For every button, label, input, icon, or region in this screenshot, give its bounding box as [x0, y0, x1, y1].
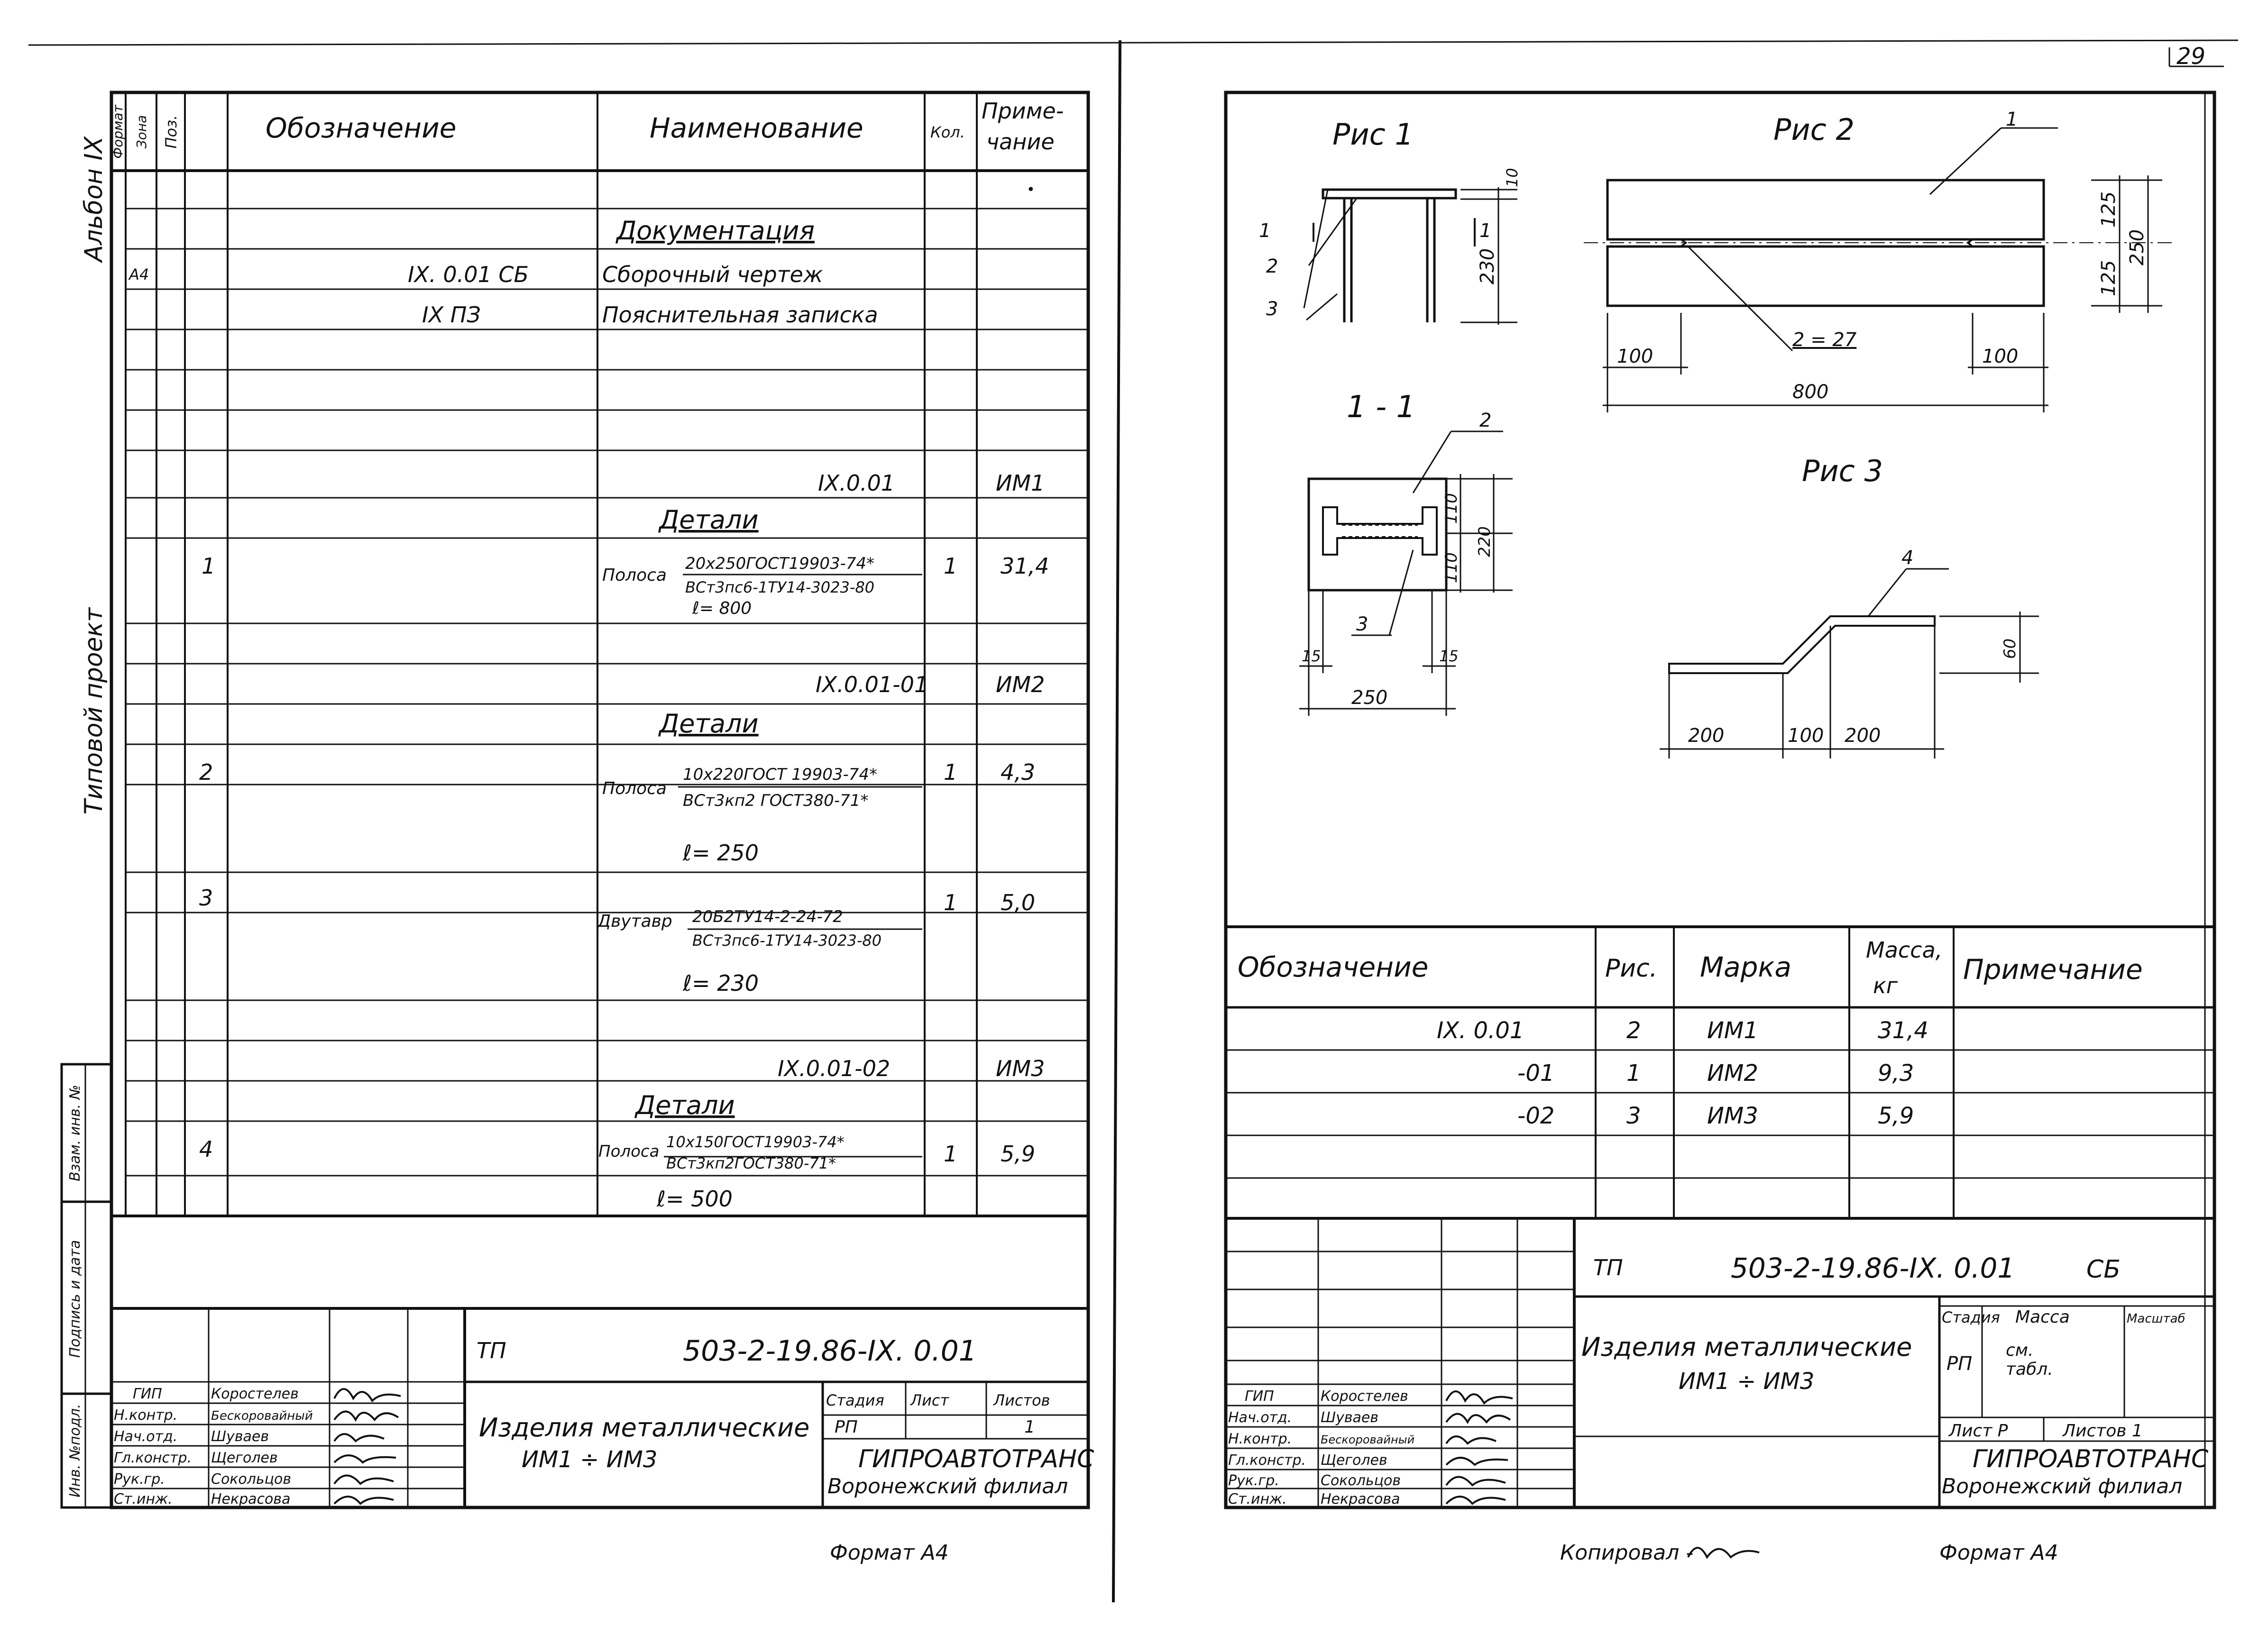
section-1-1-drawing	[1299, 431, 1513, 716]
group4-pos: 4	[199, 1136, 213, 1162]
section-dim-15-right: 15	[1439, 647, 1459, 665]
right-stamp-stage-label: Стадия	[1942, 1308, 2000, 1326]
album-label: Альбон IX	[80, 136, 108, 262]
right-name-5: Сокольцов	[1321, 1472, 1401, 1489]
col-pos: Поз.	[162, 115, 180, 149]
doc1-designation: IX. 0.01 СБ	[408, 262, 529, 287]
left-role-gip: ГИП	[133, 1386, 162, 1402]
group4-spec-top: 10х150ГОСТ19903-74*	[666, 1133, 845, 1151]
group2-name: Полоса	[602, 779, 667, 798]
group1-pos: 1	[202, 553, 216, 579]
group4-name: Полоса	[598, 1142, 660, 1161]
right-role-rukgr: Рук.гр.	[1228, 1472, 1279, 1489]
mark-row3-fig: 3	[1626, 1103, 1641, 1129]
left-stamp-sheets-label: Листов	[993, 1391, 1050, 1409]
left-spec-body	[128, 216, 1049, 1212]
left-side-strip	[67, 136, 108, 1498]
fig2-gap-label: 2 = 27	[1792, 329, 1857, 351]
group4-code: IX.0.01-02	[778, 1056, 891, 1081]
fig1-dim-230: 230	[1477, 248, 1498, 284]
left-spec-header	[110, 98, 1064, 198]
fig1-section-mark-right: 1	[1479, 220, 1492, 242]
mark-row1-designation: IX. 0.01	[1437, 1017, 1524, 1044]
group1-details: Детали	[659, 505, 759, 535]
left-format-note: Формат А4	[830, 1541, 949, 1565]
group4-details: Детали	[635, 1090, 735, 1120]
right-role-nkontr: Н.контр.	[1228, 1431, 1292, 1447]
left-stamp-code: 503-2-19.86-IX. 0.01	[683, 1334, 977, 1368]
right-stamp-code: 503-2-19.86-IX. 0.01	[1731, 1252, 2015, 1284]
left-stamp-stage-label: Стадия	[826, 1391, 884, 1409]
mark-col-designation: Обозначение	[1238, 951, 1429, 983]
section-dim-250: 250	[1351, 687, 1388, 709]
mark-row1-mass: 31,4	[1878, 1017, 1928, 1044]
left-title-block	[114, 1334, 1094, 1507]
left-name-3: Шуваев	[211, 1428, 269, 1445]
fig3-dim-200-right: 200	[1845, 725, 1881, 747]
group2-spec-top: 10х220ГОСТ 19903-74*	[683, 765, 877, 784]
right-name-3: Бескоровайный	[1321, 1433, 1415, 1446]
left-role-stinzh: Ст.инж.	[114, 1491, 173, 1507]
fig1-labels	[1259, 117, 1521, 320]
fig1-leader-2: 2	[1266, 256, 1278, 277]
right-stamp-tp: ТП	[1593, 1255, 1623, 1280]
fig2-drawing	[1584, 128, 2172, 412]
right-stamp-title-1: Изделия металлические	[1581, 1332, 1912, 1362]
mark-row2-fig: 1	[1626, 1060, 1641, 1087]
right-stamp-mass-1: см.	[2006, 1341, 2034, 1360]
col-note-1: Приме-	[982, 98, 1064, 124]
section-dim-220: 220	[1475, 526, 1494, 557]
mark-row3-designation: -02	[1517, 1103, 1555, 1129]
section-dim-110-top: 110	[1442, 493, 1461, 524]
side-field-sign: Подпись и дата	[67, 1240, 83, 1358]
fig1-section-mark-left: 1	[1259, 220, 1271, 242]
group2-length: ℓ= 250	[683, 840, 759, 866]
left-stamp-title-2: ИМ1 ÷ ИМ3	[522, 1446, 658, 1473]
copied-by-signature	[1688, 1548, 1759, 1557]
right-stamp-org-2: Воронежский филиал	[1942, 1474, 2183, 1498]
fig3-dim-200-left: 200	[1688, 725, 1725, 747]
fig2-title: Рис 2	[1773, 112, 1855, 147]
right-role-glkonstr: Гл.констр.	[1228, 1452, 1306, 1469]
left-name-4: Щеголев	[211, 1450, 278, 1466]
right-format-note: Формат А4	[1939, 1541, 2058, 1565]
group4-length: ℓ= 500	[657, 1186, 733, 1212]
section-1-1-title: 1 - 1	[1347, 390, 1416, 425]
right-stamp-sheets-label: Листов 1	[2063, 1421, 2143, 1441]
left-name-2: Бескоровайный	[211, 1409, 313, 1423]
fig3-leader-4: 4	[1901, 547, 1914, 569]
group3-name: Двутавр	[597, 912, 672, 931]
mark-row2-mark: ИМ2	[1707, 1060, 1758, 1087]
group1-mass: 31,4	[1001, 553, 1049, 579]
note-dot: •	[1027, 182, 1035, 198]
right-name-2: Шуваев	[1321, 1409, 1379, 1426]
group2-spec-bottom: ВСт3кп2 ГОСТ380-71*	[683, 791, 869, 810]
mark-col-mass-2: кг	[1873, 973, 1898, 998]
left-role-nkontr: Н.контр.	[114, 1407, 178, 1424]
group3-qty: 1	[944, 890, 958, 915]
left-stamp-sheet-label: Лист	[910, 1391, 949, 1409]
mark-row2-designation: -01	[1517, 1060, 1555, 1087]
doc1-name: Сборочный чертеж	[602, 262, 823, 287]
left-role-rukgr: Рук.гр.	[114, 1471, 165, 1488]
group2-details: Детали	[659, 709, 759, 739]
group3-length: ℓ= 230	[683, 970, 759, 996]
mark-row2-mass: 9,3	[1878, 1060, 1914, 1087]
mark-row1-fig: 2	[1626, 1017, 1641, 1044]
mark-col-mark: Марка	[1700, 951, 1791, 983]
right-name-6: Некрасова	[1321, 1491, 1400, 1507]
right-stamp-stage: РП	[1947, 1353, 1973, 1375]
section-dim-110-bottom: 110	[1442, 552, 1461, 583]
col-qty: Кол.	[930, 123, 965, 141]
left-name-6: Некрасова	[211, 1491, 291, 1507]
right-stamp-scale-label: Масштаб	[2127, 1312, 2185, 1326]
left-role-nachotd: Нач.отд.	[114, 1428, 178, 1445]
right-stamp-org-1: ГИПРОАВТОТРАНС	[1973, 1445, 2209, 1473]
fig2-dim-100-right: 100	[1982, 346, 2019, 367]
left-stamp-stage: РП	[835, 1417, 858, 1437]
section-leader-2: 2	[1479, 410, 1492, 431]
group2-mark: ИМ2	[996, 672, 1045, 697]
copied-by-label: Копировал -	[1560, 1541, 1694, 1565]
left-stamp-title-1: Изделия металлические	[479, 1413, 810, 1443]
group2-mass: 4,3	[1001, 759, 1036, 785]
right-role-gip: ГИП	[1245, 1388, 1274, 1405]
doc2-name: Пояснительная записка	[602, 302, 878, 328]
fig3-title: Рис 3	[1802, 454, 1883, 488]
fig1-title: Рис 1	[1332, 117, 1414, 152]
section-1-1-labels	[1302, 390, 1494, 709]
left-stamp-tp: ТП	[477, 1338, 506, 1363]
left-stamp-org-2: Воронежский филиал	[827, 1474, 1068, 1498]
group4-qty: 1	[944, 1141, 958, 1167]
group4-spec-bottom: ВСт3кп2ГОСТ380-71*	[666, 1154, 836, 1172]
right-stamp-suffix: СБ	[2086, 1255, 2121, 1284]
section-dim-15-left: 15	[1302, 647, 1321, 665]
right-stamp-mass-label: Масса	[2015, 1307, 2070, 1327]
fig1-leader-3: 3	[1266, 298, 1278, 320]
left-role-glkonstr: Гл.констр.	[114, 1450, 192, 1466]
group3-spec-top: 20Б2ТУ14-2-24-72	[692, 907, 843, 926]
page-number: 29	[2176, 43, 2206, 70]
mark-col-mass-1: Масса,	[1866, 937, 1943, 963]
right-stamp-sheet-label: Лист Р	[1949, 1421, 2008, 1441]
group3-mass: 5,0	[1001, 890, 1036, 915]
fig2-dim-100-left: 100	[1617, 346, 1653, 367]
col-zone: Зона	[134, 115, 149, 149]
left-name-1: Коростелев	[211, 1386, 299, 1402]
fig3-dim-60: 60	[2001, 638, 2020, 659]
right-name-4: Щеголев	[1321, 1452, 1387, 1469]
mark-table	[1238, 937, 2143, 1129]
right-stamp-mass-2: табл.	[2006, 1360, 2053, 1379]
group1-spec-bottom: ВСт3пс6-1ТУ14-3023-80	[685, 578, 875, 596]
group3-spec-bottom: ВСт3пс6-1ТУ14-3023-80	[692, 932, 882, 950]
group2-code: IX.0.01-01	[816, 672, 928, 697]
fig2-dim-250: 250	[2126, 229, 2148, 265]
side-field-repl: Взам. инв. №	[67, 1085, 83, 1181]
group1-qty: 1	[944, 553, 958, 579]
right-role-stinzh: Ст.инж.	[1228, 1491, 1287, 1507]
right-name-1: Коростелев	[1321, 1388, 1408, 1405]
mark-row3-mark: ИМ3	[1707, 1103, 1758, 1129]
col-designation: Обозначение	[266, 112, 457, 144]
fig2-dim-125-bottom: 125	[2098, 260, 2120, 296]
fig3-labels	[1688, 454, 2020, 747]
group4-mark: ИМ3	[996, 1056, 1045, 1081]
right-role-nachotd: Нач.отд.	[1228, 1409, 1292, 1426]
side-field-inv: Инв. №подл.	[67, 1404, 83, 1498]
fig2-dim-800: 800	[1792, 381, 1829, 403]
fig3-dim-100: 100	[1788, 725, 1824, 747]
right-stamp-title-2: ИМ1 ÷ ИМ3	[1679, 1368, 1815, 1395]
group3-pos: 3	[199, 885, 213, 911]
fig2-leader-1: 1	[2006, 109, 2018, 130]
group2-pos: 2	[199, 759, 213, 785]
doc-format: А4	[129, 265, 149, 283]
mark-col-fig: Рис.	[1605, 954, 1658, 983]
col-format: Формат	[110, 105, 126, 159]
mark-row3-mass: 5,9	[1878, 1103, 1914, 1129]
group1-length: ℓ= 800	[692, 599, 752, 618]
fig2-dim-125-top: 125	[2098, 191, 2120, 228]
group1-mark: ИМ1	[996, 470, 1045, 496]
doc2-designation: IX ПЗ	[422, 302, 481, 328]
mark-row1-mark: ИМ1	[1707, 1017, 1758, 1044]
group1-spec-top: 20х250ГОСТ19903-74*	[685, 554, 875, 573]
left-stamp-sheets: 1	[1024, 1417, 1035, 1437]
group1-code: IX.0.01	[818, 470, 895, 496]
documentation-title: Документация	[616, 216, 815, 246]
group2-qty: 1	[944, 759, 958, 785]
group4-mass: 5,9	[1001, 1141, 1036, 1167]
left-name-5: Сокольцов	[211, 1471, 292, 1488]
project-label: Типовой проект	[80, 607, 108, 815]
fig1-dim-10: 10	[1503, 168, 1521, 187]
col-note-2: чание	[986, 129, 1055, 155]
col-name: Наименование	[650, 112, 863, 144]
group1-name: Полоса	[602, 566, 667, 585]
section-leader-3: 3	[1356, 613, 1368, 635]
mark-col-note: Примечание	[1963, 953, 2143, 986]
left-stamp-org-1: ГИПРОАВТОТРАНС	[858, 1445, 1094, 1473]
